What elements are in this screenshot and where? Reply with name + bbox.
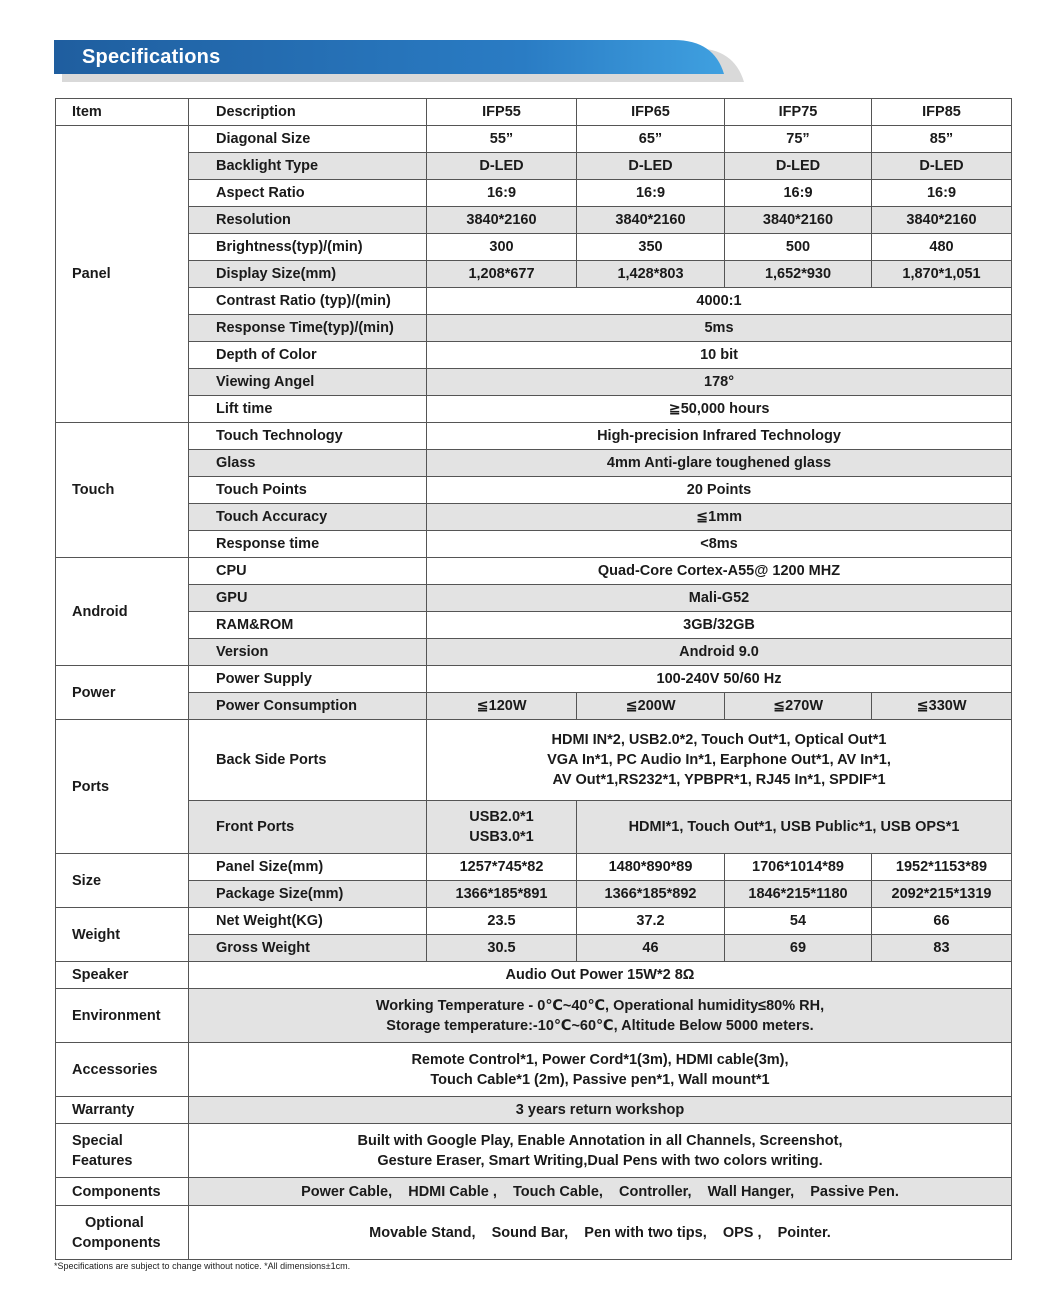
category-line: Optional (85, 1214, 144, 1231)
spec-label: Viewing Angel (189, 369, 427, 396)
header-item: Item (56, 99, 189, 126)
spec-value: ≦1mm (427, 504, 1012, 531)
spec-value: 5ms (427, 315, 1012, 342)
spec-label: Brightness(typ)/(min) (189, 234, 427, 261)
spec-value: 1952*1153*89 (872, 854, 1012, 881)
spec-label: Lift time (189, 396, 427, 423)
spec-line: HDMI IN*2, USB2.0*2, Touch Out*1, Optical Out*1 (551, 732, 887, 748)
spec-value: 55” (427, 126, 577, 153)
spec-value: D-LED (872, 153, 1012, 180)
specifications-table (55, 98, 1012, 1260)
category-size: Size (56, 854, 189, 908)
spec-label: Front Ports (189, 801, 427, 854)
header-description: Description (189, 99, 427, 126)
spec-label: Power Supply (189, 666, 427, 693)
spec-value: 500 (725, 234, 872, 261)
spec-value: 30.5 (427, 935, 577, 962)
spec-value: 1,208*677 (427, 261, 577, 288)
spec-value: 83 (872, 935, 1012, 962)
spec-value: Android 9.0 (427, 639, 1012, 666)
spec-label: Response time (189, 531, 427, 558)
category-touch: Touch (56, 423, 189, 558)
spec-value: 66 (872, 908, 1012, 935)
banner-title: Specifications (82, 46, 221, 68)
spec-label: Touch Points (189, 477, 427, 504)
category-optional-components (56, 1206, 189, 1260)
spec-value: ≦200W (577, 693, 725, 720)
spec-label: Display Size(mm) (189, 261, 427, 288)
spec-value: 16:9 (872, 180, 1012, 207)
spec-value: 178° (427, 369, 1012, 396)
header-model: IFP65 (577, 99, 725, 126)
spec-value: 1366*185*891 (427, 881, 577, 908)
category-line: Components (72, 1234, 161, 1251)
spec-label: Resolution (189, 207, 427, 234)
specifications-banner (54, 40, 754, 82)
spec-value: Quad-Core Cortex-A55@ 1200 MHZ (427, 558, 1012, 585)
spec-value: 480 (872, 234, 1012, 261)
spec-value: 4000:1 (427, 288, 1012, 315)
spec-label: CPU (189, 558, 427, 585)
spec-value: ≦270W (725, 693, 872, 720)
spec-line: Touch Cable*1 (2m), Passive pen*1, Wall mount*1 (430, 1071, 770, 1088)
spec-value-multiline (189, 1043, 1012, 1097)
spec-value: 1480*890*89 (577, 854, 725, 881)
spec-label: RAM&ROM (189, 612, 427, 639)
spec-line: USB3.0*1 (469, 829, 534, 845)
spec-value: 69 (725, 935, 872, 962)
spec-value: D-LED (427, 153, 577, 180)
spec-value: 16:9 (725, 180, 872, 207)
spec-value: 1,428*803 (577, 261, 725, 288)
spec-value: 75” (725, 126, 872, 153)
spec-value: High-precision Infrared Technology (427, 423, 1012, 450)
spec-value: 16:9 (577, 180, 725, 207)
category-environment: Environment (56, 989, 189, 1043)
spec-value: 1,652*930 (725, 261, 872, 288)
spec-line: VGA In*1, PC Audio In*1, Earphone Out*1, AV In*1, (547, 752, 891, 768)
spec-label: Net Weight(KG) (189, 908, 427, 935)
spec-label: Touch Technology (189, 423, 427, 450)
spec-label: Contrast Ratio (typ)/(min) (189, 288, 427, 315)
header-model: IFP75 (725, 99, 872, 126)
spec-value: 1846*215*1180 (725, 881, 872, 908)
spec-value: 3840*2160 (427, 207, 577, 234)
spec-line: USB2.0*1 (469, 809, 534, 825)
spec-label: Diagonal Size (189, 126, 427, 153)
spec-value-multiline (189, 989, 1012, 1043)
spec-label: Backlight Type (189, 153, 427, 180)
spec-label: Response Time(typ)/(min) (189, 315, 427, 342)
spec-value: D-LED (725, 153, 872, 180)
spec-value: Audio Out Power 15W*2 8Ω (189, 962, 1012, 989)
spec-line: Gesture Eraser, Smart Writing,Dual Pens with two colors writing. (377, 1152, 823, 1169)
spec-label: Aspect Ratio (189, 180, 427, 207)
spec-line: Storage temperature:-10℃~60℃, Altitude Below 5000 meters. (386, 1017, 814, 1034)
spec-value: Movable Stand, Sound Bar, Pen with two tips, OPS , Pointer. (189, 1206, 1012, 1260)
spec-value-multiline (189, 1124, 1012, 1178)
spec-value: Power Cable, HDMI Cable , Touch Cable, Controller, Wall Hanger, Passive Pen. (189, 1178, 1012, 1206)
spec-label: Depth of Color (189, 342, 427, 369)
spec-label: GPU (189, 585, 427, 612)
spec-value: 1366*185*892 (577, 881, 725, 908)
spec-line: Working Temperature - 0℃~40℃, Operational humidity≤80% RH, (375, 997, 825, 1014)
spec-value: 10 bit (427, 342, 1012, 369)
spec-label: Power Consumption (189, 693, 427, 720)
spec-value: ≧50,000 hours (427, 396, 1012, 423)
spec-value: 3840*2160 (725, 207, 872, 234)
category-power: Power (56, 666, 189, 720)
header-model: IFP85 (872, 99, 1012, 126)
spec-label: Touch Accuracy (189, 504, 427, 531)
category-warranty: Warranty (56, 1097, 189, 1124)
spec-value: Mali-G52 (427, 585, 1012, 612)
category-panel: Panel (56, 126, 189, 423)
spec-line: Remote Control*1, Power Cord*1(3m), HDMI cable(3m), (411, 1051, 789, 1068)
spec-value: ≦330W (872, 693, 1012, 720)
spec-value: 65” (577, 126, 725, 153)
spec-value: 16:9 (427, 180, 577, 207)
spec-value: 1257*745*82 (427, 854, 577, 881)
category-line: Features (72, 1152, 133, 1169)
spec-value: 3GB/32GB (427, 612, 1012, 639)
spec-value: <8ms (427, 531, 1012, 558)
category-android: Android (56, 558, 189, 666)
spec-label: Gross Weight (189, 935, 427, 962)
spec-value: 46 (577, 935, 725, 962)
spec-value: 20 Points (427, 477, 1012, 504)
spec-value: 3 years return workshop (189, 1097, 1012, 1124)
spec-line: AV Out*1,RS232*1, YPBPR*1, RJ45 In*1, SPDIF*1 (552, 772, 886, 788)
spec-value: 100-240V 50/60 Hz (427, 666, 1012, 693)
header-row (56, 99, 1012, 126)
header-model: IFP55 (427, 99, 577, 126)
spec-label: Package Size(mm) (189, 881, 427, 908)
spec-value: 350 (577, 234, 725, 261)
spec-value-multiline (427, 801, 577, 854)
spec-value: ≦120W (427, 693, 577, 720)
category-ports: Ports (56, 720, 189, 854)
footnote: *Specifications are subject to change without notice. *All dimensions±1cm. (54, 1261, 351, 1271)
spec-value: 85” (872, 126, 1012, 153)
spec-value: 300 (427, 234, 577, 261)
spec-value: 1706*1014*89 (725, 854, 872, 881)
category-special-features (56, 1124, 189, 1178)
spec-label: Glass (189, 450, 427, 477)
category-accessories: Accessories (56, 1043, 189, 1097)
spec-value: 3840*2160 (872, 207, 1012, 234)
spec-value: 1,870*1,051 (872, 261, 1012, 288)
category-speaker: Speaker (56, 962, 189, 989)
spec-value: 23.5 (427, 908, 577, 935)
spec-label: Version (189, 639, 427, 666)
category-line: Special (72, 1132, 123, 1149)
spec-value: 2092*215*1319 (872, 881, 1012, 908)
spec-value: 37.2 (577, 908, 725, 935)
spec-label: Panel Size(mm) (189, 854, 427, 881)
spec-value: D-LED (577, 153, 725, 180)
spec-value: 3840*2160 (577, 207, 725, 234)
category-weight: Weight (56, 908, 189, 962)
spec-value: 4mm Anti-glare toughened glass (427, 450, 1012, 477)
spec-value-multiline (427, 720, 1012, 801)
spec-value: 54 (725, 908, 872, 935)
spec-label: Back Side Ports (189, 720, 427, 801)
spec-value: HDMI*1, Touch Out*1, USB Public*1, USB OPS*1 (577, 801, 1012, 854)
spec-line: Built with Google Play, Enable Annotation in all Channels, Screenshot, (357, 1132, 843, 1149)
category-components: Components (56, 1178, 189, 1206)
